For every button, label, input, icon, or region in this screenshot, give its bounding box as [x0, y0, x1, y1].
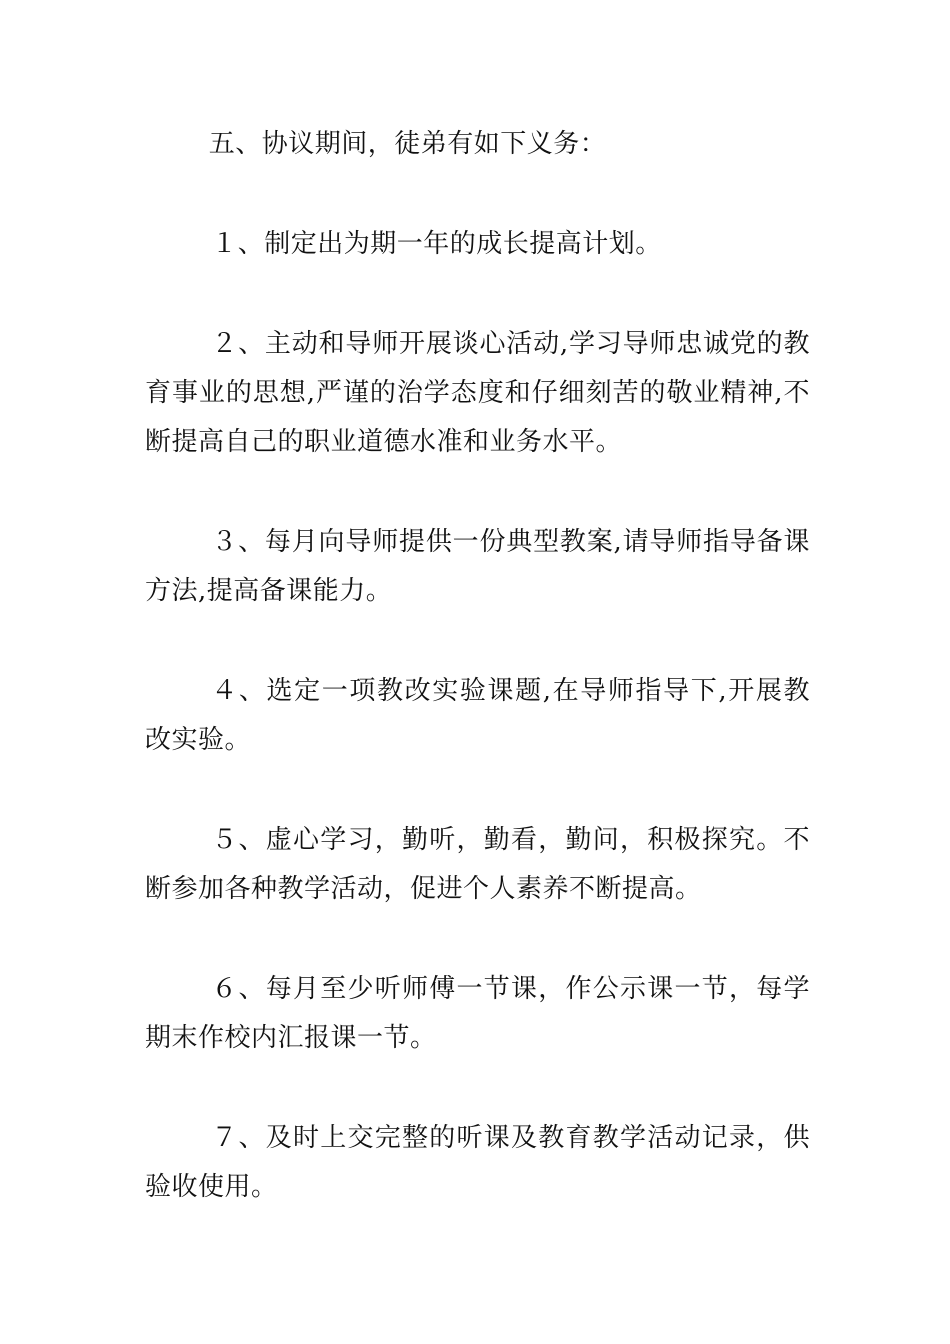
list-item-7: ７、及时上交完整的听课及教育教学活动记录，供验收使用。: [145, 1123, 810, 1202]
list-item-5: ５、虚心学习，勤听，勤看，勤问，积极探究。不断参加各种教学活动，促进个人素养不断提高。: [145, 825, 810, 904]
list-item-1: １、制定出为期一年的成长提高计划。: [211, 229, 662, 259]
list-item-2: ２、主动和导师开展谈心活动,学习导师忠诚党的教育事业的思想,严谨的治学态度和仔细刻苦的敬业精神,不断提高自己的职业道德水准和业务水平。: [145, 329, 810, 457]
list-item-3: ３、每月向导师提供一份典型教案,请导师指导备课方法,提高备课能力。: [145, 527, 810, 606]
list-item-6: ６、每月至少听师傅一节课，作公示课一节，每学期末作校内汇报课一节。: [145, 974, 810, 1053]
document-body: [145, 120, 810, 1263]
section-heading: 五、协议期间，徒弟有如下义务：: [208, 129, 607, 159]
list-item-4: ４、选定一项教改实验课题,在导师指导下,开展教改实验。: [145, 676, 810, 755]
